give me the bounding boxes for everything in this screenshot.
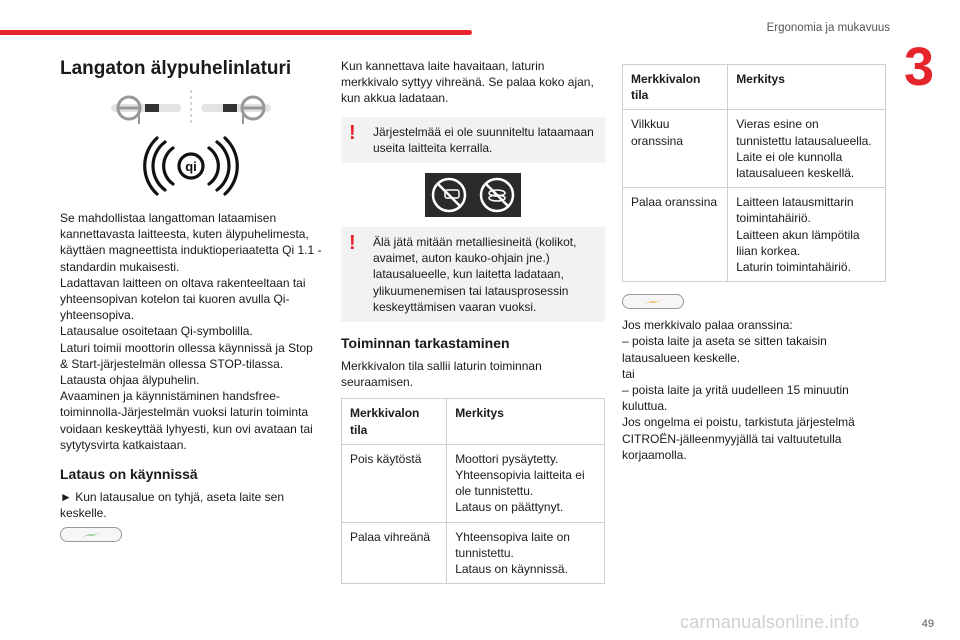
section-heading-charging: Lataus on käynnissä xyxy=(60,466,198,483)
steering-wheel-left-icon xyxy=(111,90,181,126)
table-header-meaning: Merkitys xyxy=(447,399,605,444)
warning-icon: ! xyxy=(349,121,356,144)
column-1 xyxy=(60,58,322,550)
meaning-line: Yhteensopivia laitteita ei ole tunnistettu. xyxy=(455,468,585,499)
indicator-table-2 xyxy=(622,64,886,282)
page-number: 49 xyxy=(921,618,934,630)
column-3 xyxy=(622,58,886,463)
meaning-line: Lataus on päättynyt. xyxy=(455,500,564,515)
charging-indicator xyxy=(60,527,122,542)
steering-wheel-figure xyxy=(60,90,322,126)
meaning-line: Laite ei ole kunnolla latausalueen keskellä. xyxy=(736,149,855,181)
orange-indicator xyxy=(622,294,684,309)
column-2 xyxy=(341,58,605,584)
meaning-line: Lataus on käynnissä. xyxy=(455,562,568,577)
chapter-number: 3 xyxy=(903,37,934,97)
table-header-state: Merkkivalon tila xyxy=(623,65,728,110)
warning-box-metal xyxy=(341,227,605,322)
orange-instructions: Jos merkkivalo palaa oranssina: xyxy=(622,318,793,333)
qi-symbol-figure xyxy=(60,136,322,196)
step-place-device: ► Kun latausalue on tyhjä, aseta laite sen keskelle. xyxy=(60,490,285,521)
watermark: carmanualsonline.info xyxy=(680,612,860,632)
section-title: Ergonomia ja mukavuus xyxy=(766,22,890,34)
warning-text: Järjestelmää ei ole suunniteltu lataamaan useita laitteita kerralla. xyxy=(373,124,594,155)
orange-step-2: – poista laite ja yritä uudelleen 15 minuutin kuluttua. xyxy=(622,383,849,414)
table-cell-state: Palaa oranssina xyxy=(623,188,728,282)
orange-or: tai xyxy=(622,366,635,381)
steering-wheel-right-icon xyxy=(201,90,271,126)
handsfree-paragraph: Avaaminen ja käynnistäminen handsfree-toiminnolla-Järjestelmän vuoksi laturin toiminta voidaan keskeyttää lyhyesti, kun ovi avataan tai sytytysvirta katkaistaan. xyxy=(60,389,313,452)
table-cell-state: Pois käytöstä xyxy=(342,444,447,522)
warning-box-multiple xyxy=(341,117,605,163)
detection-paragraph: Kun kannettava laite havaitaan, laturin merkkivalo syttyy vihreänä. Se palaa koko ajan, kun akkua ladataan. xyxy=(341,59,594,106)
compat-paragraph: Ladattavan laitteen on oltava rakenteeltaan tai yhteensopivan kotelon tai kuoren avulla Qi-yhteensopiva. xyxy=(60,275,306,323)
prohibition-figure xyxy=(341,173,605,217)
meaning-line: Yhteensopiva laite on tunnistettu. xyxy=(455,529,570,560)
control-paragraph: Latausta ohjaa älypuhelin. xyxy=(60,373,200,388)
table-cell-meaning xyxy=(447,522,605,584)
header-accent-bar xyxy=(0,30,472,35)
table-row xyxy=(342,444,605,522)
table-cell-state: Palaa vihreänä xyxy=(342,522,447,584)
table-cell-state: Vilkkuu oranssina xyxy=(623,110,728,188)
prohibition-icons xyxy=(425,173,521,217)
table-header-row xyxy=(342,399,605,444)
divider-dashed xyxy=(189,90,193,126)
meaning-line: Laitteen latausmittarin toimintahäiriö. xyxy=(736,195,854,226)
orange-step-1: – poista laite ja aseta se sitten takaisin latausalueen keskelle. xyxy=(622,334,827,365)
table-header-meaning: Merkitys xyxy=(728,65,886,110)
table-header-row xyxy=(623,65,886,110)
check-paragraph: Merkkivalon tila sallii laturin toiminnan seuraamisen. xyxy=(341,359,542,390)
meaning-line: Vieras esine on tunnistettu latausalueella. xyxy=(736,117,872,148)
meaning-line: Moottori pysäytetty. xyxy=(455,451,559,466)
table-cell-meaning xyxy=(728,188,886,282)
svg-text:qi: qi xyxy=(185,159,197,174)
intro-paragraph: Se mahdollistaa langattoman lataamisen kannettavasta laitteesta, kuten älypuhelimesta, käyttäen magneettista induktioperiaatetta Qi 1.1 -standardin mukaisesti. xyxy=(60,211,322,274)
qi-wireless-icon xyxy=(143,136,239,196)
table-row xyxy=(623,188,886,282)
indicator-table-1 xyxy=(341,398,605,584)
meaning-line: Laitteen akun lämpötila liian korkea. xyxy=(736,227,860,258)
lightning-orange-icon xyxy=(642,298,664,306)
page-title: Langaton älypuhelinlaturi xyxy=(60,58,292,79)
table-cell-meaning xyxy=(447,444,605,522)
table-header-state: Merkkivalon tila xyxy=(342,399,447,444)
operation-paragraph: Laturi toimii moottorin ollessa käynnissä ja Stop & Start-järjestelmän ollessa STOP-tilassa. xyxy=(60,340,313,371)
area-paragraph: Latausalue osoitetaan Qi-symbolilla. xyxy=(60,324,253,339)
section-heading-check: Toiminnan tarkastaminen xyxy=(341,335,510,352)
warning-text: Älä jätä mitään metalliesineitä (kolikot, avaimet, auton kauko-ohjain jne.) latausalueelle, kun laitetta ladataan, ylikuumenemisen tai latausprosessin keskeyttämisen vaaran vuoksi. xyxy=(373,235,577,314)
table-row xyxy=(342,522,605,584)
dealer-advice: Jos ongelma ei poistu, tarkistuta järjestelmä CITROËN-jälleenmyyjällä tai valtuutetulla korjaamolla. xyxy=(622,415,855,462)
warning-icon: ! xyxy=(349,232,356,255)
table-row xyxy=(623,110,886,188)
lightning-green-icon xyxy=(80,531,102,539)
table-cell-meaning xyxy=(728,110,886,188)
meaning-line: Laturin toimintahäiriö. xyxy=(736,260,851,275)
